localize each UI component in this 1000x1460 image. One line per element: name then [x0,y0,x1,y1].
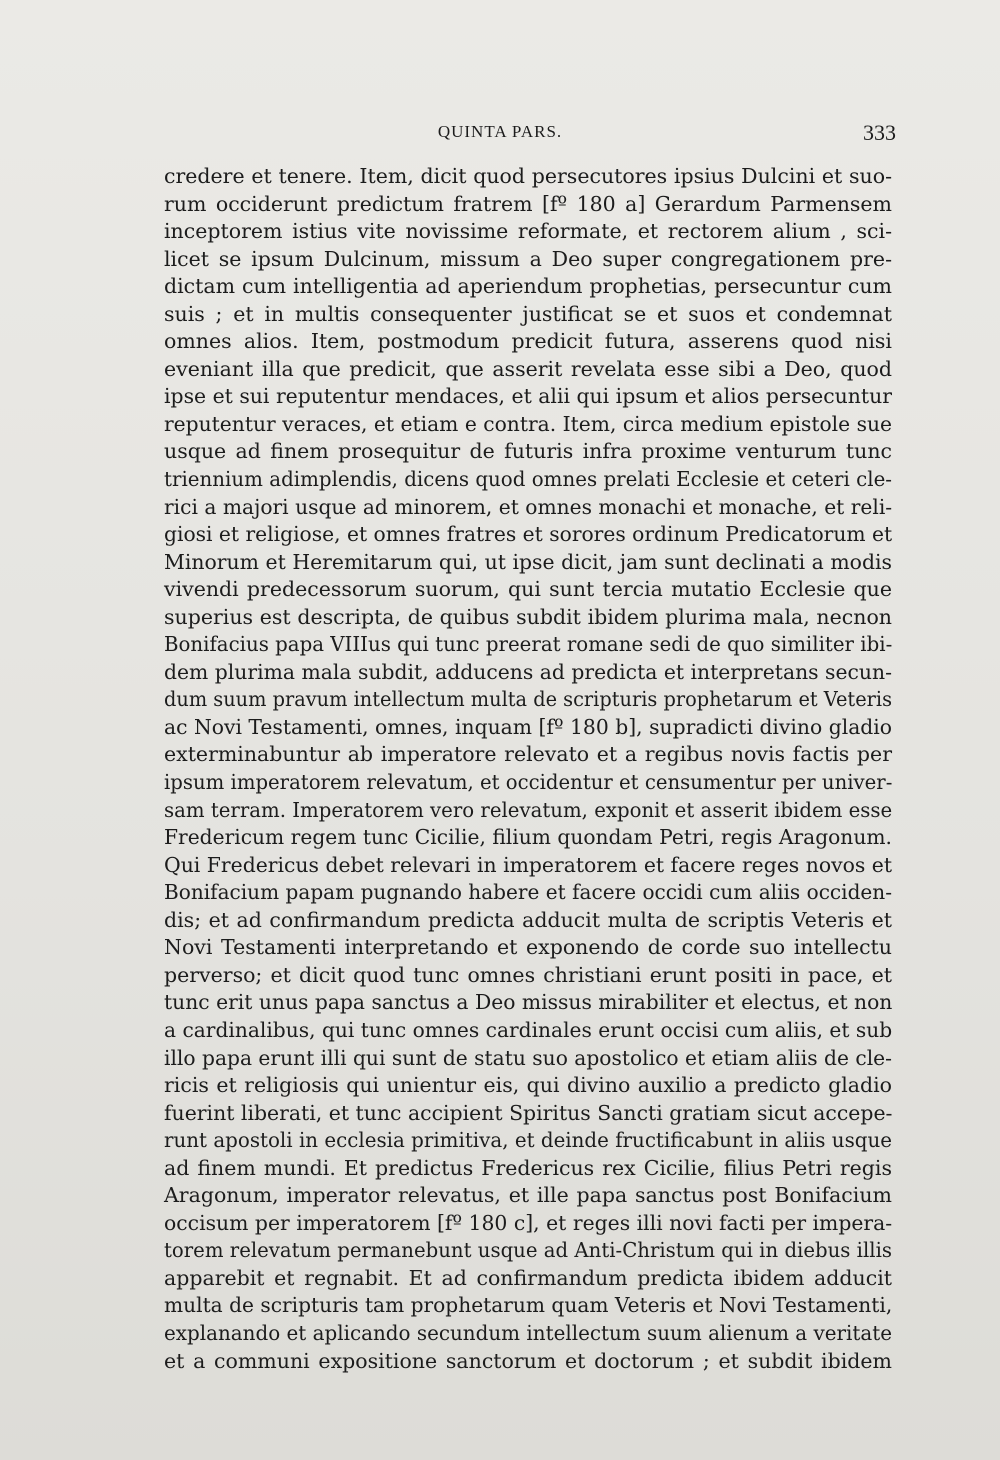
running-title: QUINTA PARS. [437,122,563,141]
text-line: dum suum pravum intellectum multa de scripturis prophetarum et Veteris [164,687,892,712]
text-line: apparebit et regnabit. Et ad confirmandum predicta ibidem adducit [164,1265,892,1290]
text-line: licet se ipsum Dulcinum, missum a Deo super congregationem pre- [164,246,892,271]
text-line: reputentur veraces, et etiam e contra. Item, circa medium epistole sue [164,411,893,436]
text-line: Bonifacius papa VIIIus qui tunc preerat romane sedi de quo similiter ibi- [164,632,893,657]
text-line: exterminabuntur ab imperatore relevato et a regibus novis factis per [164,742,892,767]
text-line: credere et tenere. Item, dicit quod persecutores ipsius Dulcini et suo- [164,164,892,188]
body-text [164,163,892,1375]
text-line: sam terram. Imperatorem vero relevatum, exponit et asserit ibidem esse [164,797,893,822]
text-line: triennium adimplendis, dicens quod omnes prelati Ecclesie et ceteri cle- [164,467,893,492]
text-line: rici a majori usque ad minorem, et omnes monachi et monache, et reli- [164,494,893,519]
text-line: Aragonum, imperator relevatus, et ille papa sanctus post Bonifacium [164,1183,892,1208]
text-line: Fredericum regem tunc Cicilie, filium quondam Petri, regis Aragonum. [164,825,892,850]
text-line: giosi et religiose, et omnes fratres et sorores ordinum Predicatorum et [164,522,893,547]
text-line: superius est descripta, de quibus subdit ibidem plurima mala, necnon [164,604,892,629]
text-line: Minorum et Heremitarum qui, ut ipse dicit, jam sunt declinati a modis [164,549,892,574]
text-line: torem relevatum permanebunt usque ad Anti-Christum qui in diebus illis [164,1238,892,1263]
text-line: fuerint liberati, et tunc accipient Spiritus Sancti gratiam sicut accepe- [164,1100,893,1125]
text-line: vivendi predecessorum suorum, qui sunt tercia mutatio Ecclesie que [164,577,892,602]
text-line: rum occiderunt predictum fratrem [fº 180 a] Gerardum Parmensem [164,191,892,216]
text-line: omnes alios. Item, postmodum predicit futura, asserens quod nisi [164,329,892,354]
text-line: perverso; et dicit quod tunc omnes christiani erunt positi in pace, et [164,962,892,987]
text-line: Qui Fredericus debet relevari in imperatorem et facere reges novos et [164,852,893,877]
text-line: a cardinalibus, qui tunc omnes cardinales erunt occisi cum aliis, et sub [164,1017,893,1042]
page-number: 333 [863,120,896,145]
text-line: explanando et aplicando secundum intellectum suum alienum a veritate [164,1320,893,1345]
text-line: et a communi expositione sanctorum et doctorum ; et subdit ibidem [164,1348,892,1373]
text-line: dem plurima mala subdit, adducens ad predicta et interpretans secun- [164,659,892,684]
text-line: Bonifacium papam pugnando habere et facere occidi cum aliis occiden- [164,880,893,905]
text-line: tunc erit unus papa sanctus a Deo missus mirabiliter et electus, et non [164,990,893,1015]
text-line: suis ; et in multis consequenter justificat se et suos et condemnat [164,301,892,326]
text-line: occisum per imperatorem [fº 180 c], et reges illi novi facti per impera- [164,1210,893,1235]
text-line: ad finem mundi. Et predictus Fredericus rex Cicilie, filius Petri regis [164,1155,892,1180]
running-head [0,122,1000,146]
text-line: ipsum imperatorem relevatum, et occidentur et censumentur per univer- [164,770,893,795]
text-line: usque ad finem prosequitur de futuris infra proxime venturum tunc [164,439,892,464]
text-line: dictam cum intelligentia ad aperiendum prophetias, persecuntur cum [164,274,892,299]
text-line: ac Novi Testamenti, omnes, inquam [fº 180 b], supradicti divino gladio [164,714,893,739]
text-line: ricis et religiosis qui unientur eis, qui divino auxilio a predicto gladio [164,1073,892,1098]
text-line: illo papa erunt illi qui sunt de statu suo apostolico et etiam aliis de cle- [164,1045,892,1070]
text-line: eveniant illa que predicit, que asserit revelata esse sibi a Deo, quod [164,356,892,381]
text-line: inceptorem istius vite novissime reformate, et rectorem alium , sci- [164,219,892,244]
text-line: dis; et ad confirmandum predicta adducit multa de scriptis Veteris et [164,907,892,932]
text-line: ipse et sui reputentur mendaces, et alii qui ipsum et alios persecuntur [164,384,892,409]
text-line: runt apostoli in ecclesia primitiva, et deinde fructificabunt in aliis usque [164,1128,893,1153]
text-line: multa de scripturis tam prophetarum quam Veteris et Novi Testamenti, [164,1293,893,1318]
text-line: Novi Testamenti interpretando et exponendo de corde suo intellectu [164,935,892,960]
